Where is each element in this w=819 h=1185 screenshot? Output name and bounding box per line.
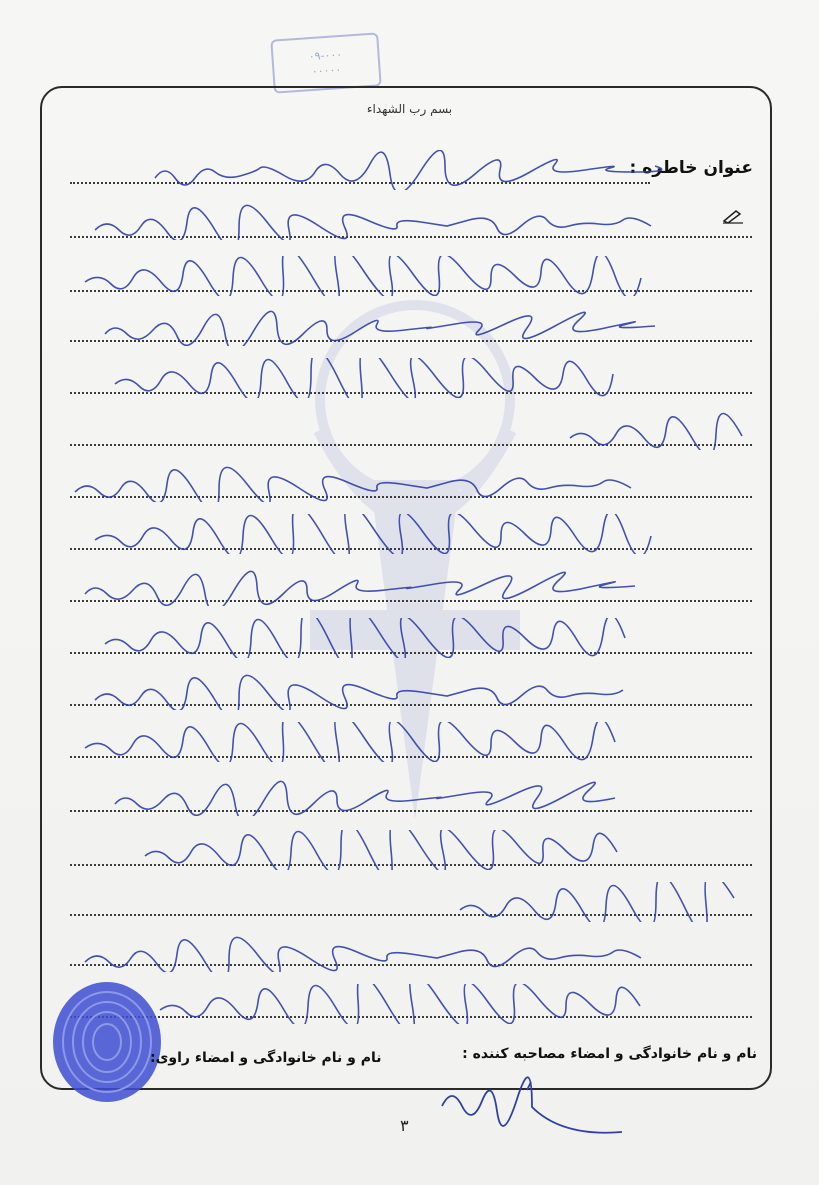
handwriting-line (55, 670, 760, 710)
handwriting-line (55, 358, 760, 398)
handwriting-line (55, 776, 760, 816)
interviewer-signature-label: نام و نام خانوادگی و امضاء مصاحبه کننده : (462, 1046, 757, 1062)
handwriting-line (55, 722, 760, 762)
handwriting-line (55, 618, 760, 658)
stamp-line-1: ۰۹-۰۰۰ (308, 47, 343, 64)
fingerprint (48, 978, 166, 1106)
handwriting-line (560, 410, 760, 450)
handwriting-line (55, 514, 760, 554)
memoir-title-label: عنوان خاطره : (629, 158, 753, 178)
handwriting-line (55, 830, 760, 870)
handwriting-line (150, 150, 750, 190)
handwriting-line (450, 882, 750, 922)
handwriting-line (55, 932, 760, 972)
narrator-signature-label: نام و نام خانوادگی و امضاء راوی: (150, 1050, 382, 1066)
handwriting-line (150, 984, 750, 1024)
handwriting-line (55, 306, 760, 346)
handwriting-line (55, 200, 760, 240)
page-header: بسم رب الشهداء (366, 102, 453, 116)
handwriting-line (55, 462, 760, 502)
page-number: ۳ (400, 1116, 409, 1135)
signature (432, 1076, 622, 1146)
handwriting-line (55, 256, 760, 296)
stamp-line-2: ۰۰۰۰۰ (311, 62, 342, 78)
handwriting-line (55, 566, 760, 606)
archive-stamp (270, 32, 382, 93)
